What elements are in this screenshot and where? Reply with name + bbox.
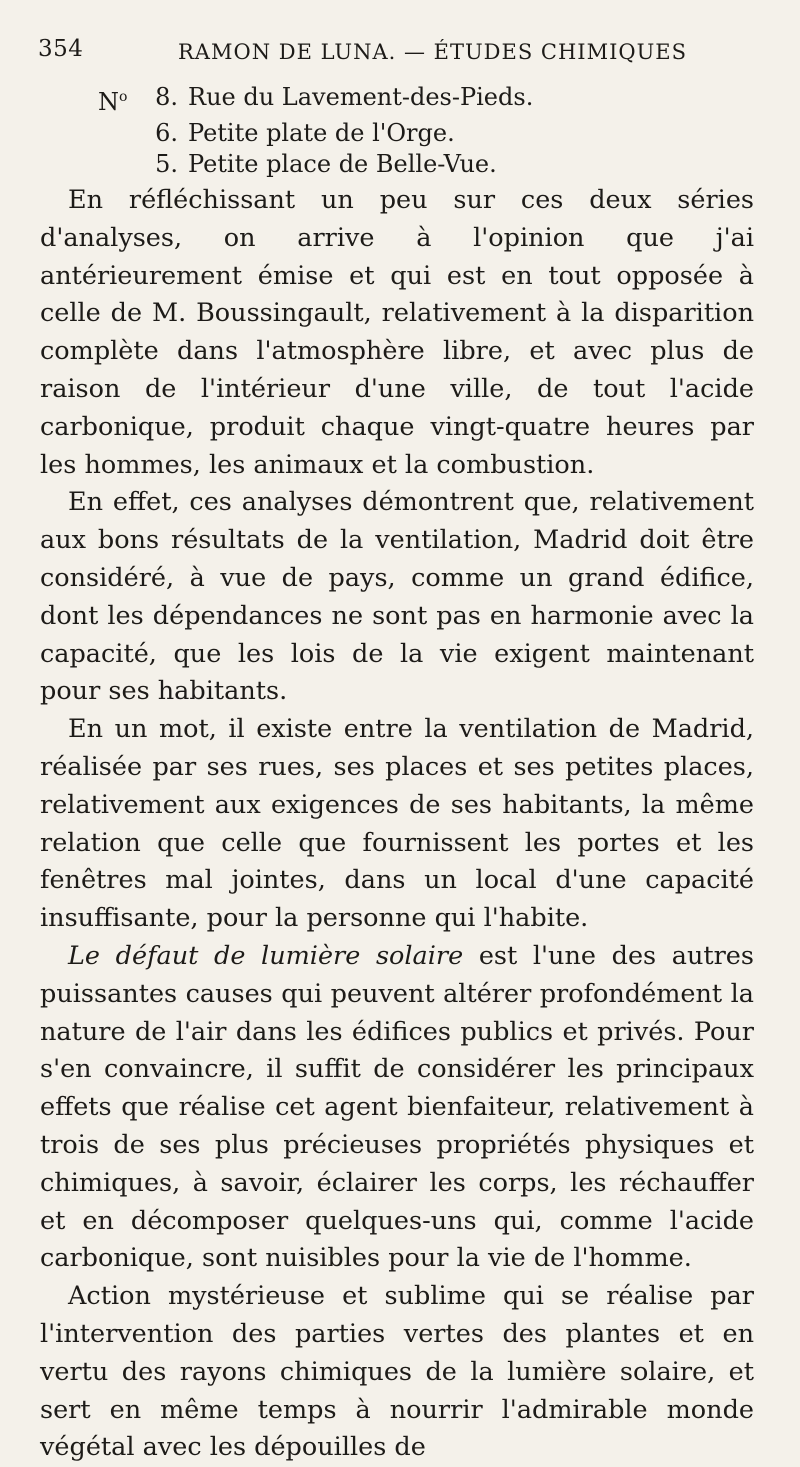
list-item-text: Petite plate de l'Orge. [188,119,455,147]
list-item-number: 8. [155,83,178,111]
list-item-number: 5. [155,150,178,178]
paragraph: En réfléchissant un peu sur ces deux séries d'analyses, on arrive à l'opinion que j'ai antérieurement émise et qui est en tout opposée à celle de M. Boussingault, relativement à la disparition complète dans l'atmosphère libre, et avec plus de raison de l'intérieur d'une ville, de tout l'acide carbonique, produit chaque vingt-quatre heures par les hommes, les animaux et la combustion. [40,185,754,480]
paragraph: Le défaut de lumière solaire est l'une des autres puissantes causes qui peuvent altérer profondément la nature de l'air dans les édifices publics et privés. Pour s'en convaincre, il suffit de considérer les principaux effets que réalise cet agent bienfaiteur, relativement à trois de ses plus précieuses propriétés physiques et chimiques, à savoir, éclairer les corps, les réchauffer et en décomposer quelques-uns qui, comme l'acide carbonique, sont nuisibles pour la vie de l'homme. [40,940,754,1274]
body-text [40,182,754,1467]
list-item-text: Petite place de Belle-Vue. [188,150,497,178]
list-item-number: 6. [155,119,178,147]
paragraph: En effet, ces analyses démontrent que, relativement aux bons résultats de la ventilation, Madrid doit être considéré, à vue de pays, comme un grand édifice, dont les dépendances ne sont pas en harmonie avec la capacité, que les lois de la vie exigent maintenant pour ses habitants. [40,487,754,707]
list-item [98,118,533,149]
paragraph: En un mot, il existe entre la ventilation de Madrid, réalisée par ses rues, ses places et ses petites places, relativement aux exigences de ses habitants, la même relation que celle que fournissent les portes et les fenêtres mal jointes, dans un local d'une capacité insuffisante, pour la personne qui l'habite. [40,714,754,934]
list-item [98,149,533,180]
paragraph: Action mystérieuse et sublime qui se réalise par l'intervention des parties vertes des plantes et en vertu des rayons chimiques de la lumière solaire, et sert en même temps à nourrir l'admirable monde végétal avec les dépouilles de [40,1281,754,1463]
list-item [98,82,533,118]
list-item-text: Rue du Lavement-des-Pieds. [188,83,534,111]
list-label: $N^o$ [98,88,128,116]
running-title: RAMON DE LUNA. — ÉTUDES CHIMIQUES [178,40,688,64]
address-list [98,82,533,180]
page-header [38,36,750,70]
page-number: 354 [38,36,84,62]
italic-phrase: Le défaut de lumière solaire [68,940,464,971]
